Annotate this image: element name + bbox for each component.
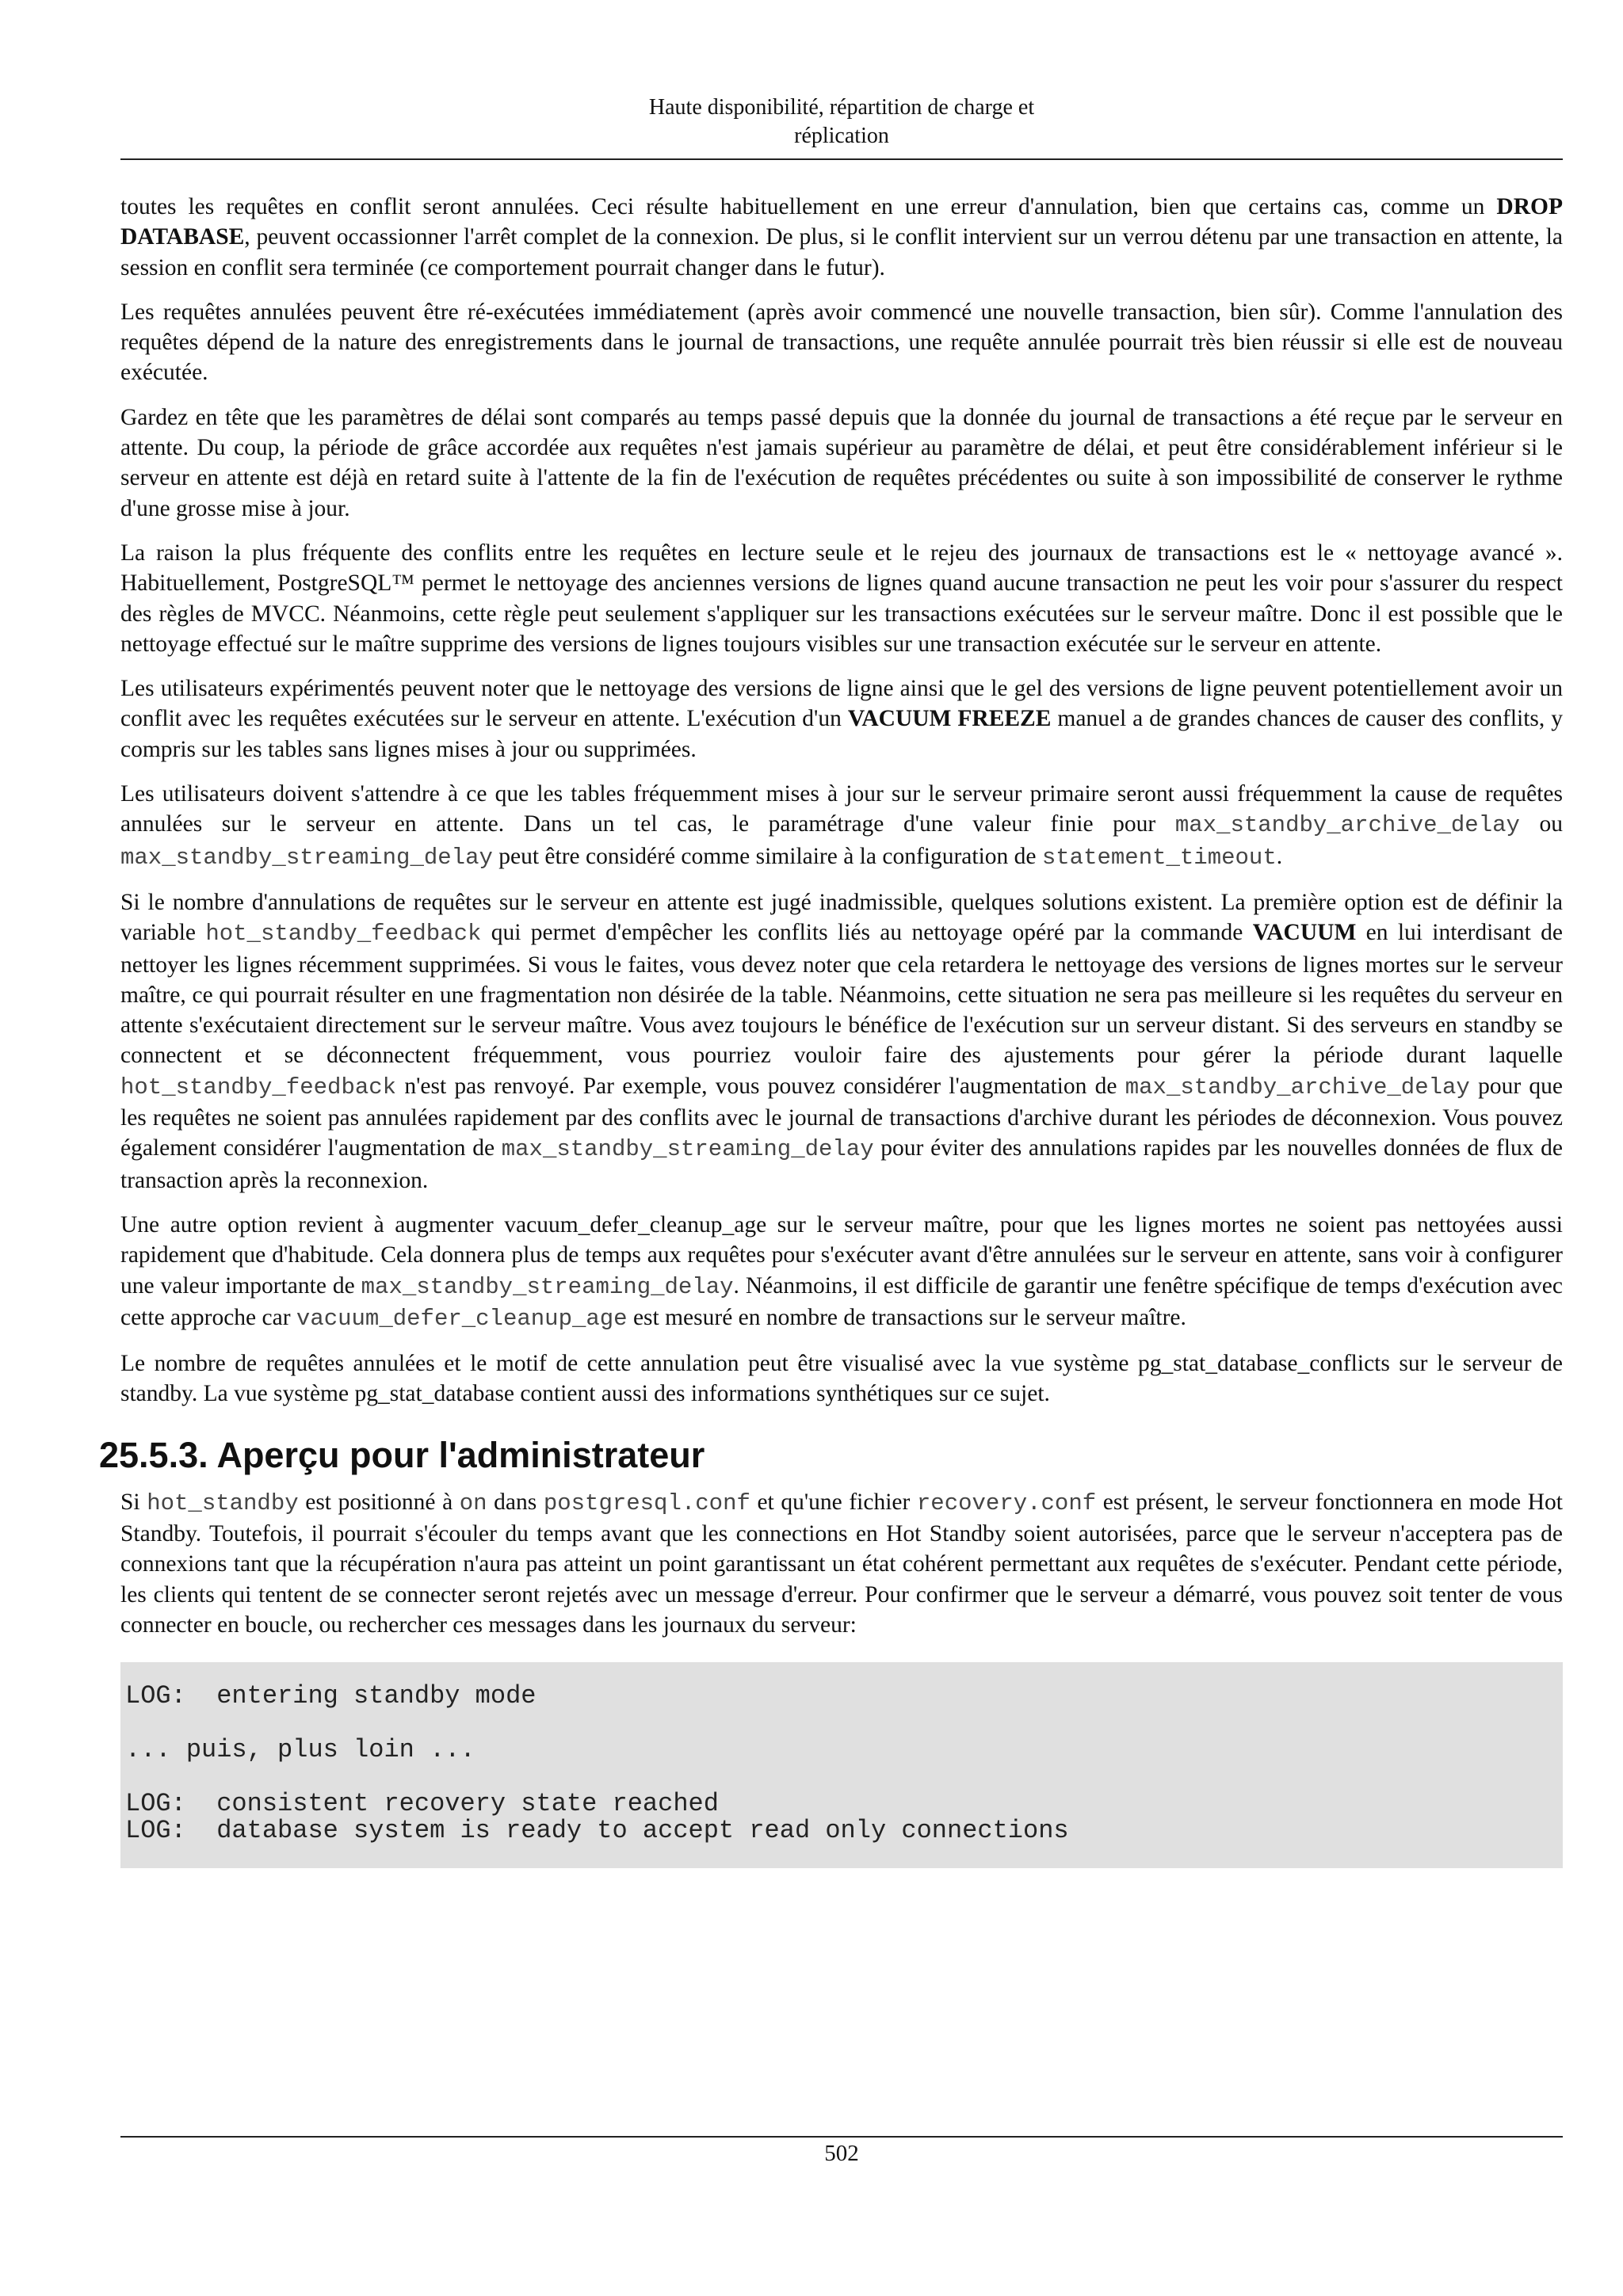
paragraph-2: Les requêtes annulées peuvent être ré-exécutées immédiatement (après avoir commencé une nouvelle transaction, bien sûr). Comme l'annulation des requêtes dépend de la nature des enregistrements dans le journal de transactions, une requête annulée pourrait très bien réussir si elle est de nouveau exécutée.	[120, 299, 1563, 386]
text: Les utilisateurs expérimentés peuvent noter que le nettoyage des versions de ligne ainsi que le gel des versions de ligne peuvent potentiellement avoir un conflit avec les requêtes exécutées sur le serveur en attente. L'exécution d'un	[120, 676, 1563, 732]
param-max-standby-archive-delay: max_standby_archive_delay	[1174, 812, 1520, 839]
text: qui permet d'empêcher les conflits liés au nettoyage opéré par la commande	[481, 920, 1253, 946]
paragraph-9: Le nombre de requêtes annulées et le motif de cette annulation peut être visualisé avec la vue système pg_stat_database_conflicts sur le serveur de standby. La vue système pg_stat_database contient aussi des informations synthétiques sur ce sujet.	[120, 1351, 1563, 1407]
text: Si	[120, 1489, 147, 1515]
paragraph-10	[120, 1487, 1563, 1640]
command-vacuum: VACUUM	[1252, 920, 1357, 946]
text: et qu'une fichier	[750, 1489, 917, 1515]
page-number: 502	[824, 2141, 859, 2166]
param-max-standby-streaming-delay: max_standby_streaming_delay	[120, 844, 493, 871]
command-drop-database: DROP DATABASE	[120, 194, 1563, 250]
paragraph-8	[120, 1210, 1563, 1334]
param-max-standby-streaming-delay: max_standby_streaming_delay	[501, 1136, 874, 1163]
value-on: on	[459, 1489, 487, 1516]
section-heading: 25.5.3. Aperçu pour l'administrateur	[99, 1434, 705, 1475]
paragraph-5	[120, 673, 1563, 765]
log-code-block	[120, 1662, 1563, 1868]
page-body	[99, 192, 1564, 1868]
paragraph-1	[120, 192, 1563, 283]
text: est présent, le serveur fonctionnera en mode Hot Standby. Toutefois, il pourrait s'écouler du temps avant que les connections en Hot Standby soient autorisées, parce que le serveur n'acceptera pas de connexions tant que la récupération n'aura pas atteint un point garantissant un état cohérent permettant aux requêtes de s'exécuter. Pendant cette période, les clients qui tentent de se connecter seront rejetés avec un message d'erreur. Pour confirmer que le serveur a démarré, vous pouvez soit tenter de vous connecter en boucle, ou rechercher ces messages dans les journaux du serveur:	[120, 1489, 1563, 1638]
text: Les utilisateurs doivent s'attendre à ce que les tables fréquemment mises à jour sur le serveur primaire seront aussi fréquemment la cause de requêtes annulées sur le serveur en attente. Dans un tel cas, le paramétrage d'une valeur finie pour	[120, 781, 1563, 837]
text: en lui interdisant de nettoyer les lignes récemment supprimées. Si vous le faites, vous devez noter que cela retardera le nettoyage des versions de lignes mortes sur le serveur maître, ce qui pourrait résulter en une fragmentation non désirée de la table. Néanmoins, cette situation ne sera pas meilleure si les requêtes du serveur en attente s'exécutaient directement sur le serveur maître. Vous avez toujours le bénéfice de l'exécution sur un serveur distant. Si des serveurs en standby se connectent et se déconnectent fréquemment, vous pourriez vouloir faire des ajustements pour gérer la période durant laquelle	[120, 920, 1564, 1069]
param-hot-standby: hot_standby	[147, 1489, 299, 1516]
text: pour éviter des annulations rapides par les nouvelles données de flux de transaction après la reconnexion.	[120, 1135, 1563, 1193]
header-line-1: Haute disponibilité, répartition de charge et	[648, 95, 1035, 120]
paragraph-3: Gardez en tête que les paramètres de délai sont comparés au temps passé depuis que la donnée du journal de transactions a été reçue par le serveur en attente. Du coup, la période de grâce accordée aux requêtes n'est jamais supérieur au paramètre de délai, et peut être considérablement inférieur si le serveur en attente est déjà en retard suite à l'attente de la fin de l'exécution de requêtes précédentes ou suite à son impossibilité de conserver le rythme d'une grosse mise à jour.	[120, 404, 1563, 521]
command-vacuum-freeze: VACUUM FREEZE	[847, 706, 1052, 732]
text: est positionné à	[298, 1489, 460, 1515]
param-hot-standby-feedback: hot_standby_feedback	[205, 921, 482, 948]
text: n'est pas renvoyé. Par exemple, vous pouvez considérer l'augmentation de	[396, 1073, 1125, 1099]
paragraph-4: La raison la plus fréquente des conflits entre les requêtes en lecture seule et le rejeu des journaux de transactions est le « nettoyage avancé ». Habituellement, PostgreSQL™ permet le nettoyage des anciennes versions de lignes quand aucune transaction ne peut les voir pour s'assurer du respect des règles de MVCC. Néanmoins, cette règle peut seulement s'appliquer sur les transactions exécutées sur le serveur maître. Donc il est possible que le nettoyage effectué sur le maître supprime des versions de lignes toujours visibles sur une transaction exécutée sur le serveur en attente.	[120, 540, 1563, 657]
running-header	[120, 93, 1563, 151]
footer-divider	[120, 2136, 1563, 2138]
paragraph-7	[120, 887, 1563, 1196]
text: pour que les requêtes ne soient pas annulées rapidement par des conflits avec le journal de transactions d'archive durant les périodes de déconnexion. Vous pouvez également considérer l'augmentation de	[120, 1073, 1564, 1161]
param-hot-standby-feedback: hot_standby_feedback	[120, 1074, 397, 1100]
code-line: LOG: database system is ready to accept read only connections	[125, 1816, 1069, 1846]
file-postgresql-conf: postgresql.conf	[543, 1489, 750, 1516]
code-line: LOG: entering standby mode	[125, 1681, 537, 1711]
text: est mesuré en nombre de transactions sur le serveur maître.	[627, 1304, 1186, 1330]
param-max-standby-streaming-delay: max_standby_streaming_delay	[361, 1273, 734, 1300]
code-line: LOG: consistent recovery state reached	[125, 1789, 719, 1819]
text: toutes les requêtes en conflit seront annulées. Ceci résulte habituellement en une erreur d'annulation, bien que certains cas, comme un	[120, 194, 1497, 219]
param-vacuum-defer-cleanup-age: vacuum_defer_cleanup_age	[296, 1305, 628, 1332]
text: , peuvent occassionner l'arrêt complet de la connexion. De plus, si le conflit intervient sur un verrou détenu par une transaction en attente, la session en conflit sera terminée (ce comportement pourrait changer dans le futur).	[120, 224, 1563, 280]
file-recovery-conf: recovery.conf	[916, 1489, 1097, 1516]
text: . Néanmoins, il est difficile de garantir une fenêtre spécifique de temps d'exécution avec cette approche car	[120, 1272, 1563, 1330]
text: ou	[1519, 811, 1564, 837]
header-divider	[120, 158, 1563, 160]
header-line-2: réplication	[794, 124, 889, 148]
text: Une autre option revient à augmenter vacuum_defer_cleanup_age sur le serveur maître, pour que les lignes mortes ne soient pas nettoyées aussi rapidement que d'habitude. Cela donnera plus de temps aux requêtes pour s'exécuter avant d'être annulées sur le serveur en attente, sans voir à configurer une valeur importante de	[120, 1211, 1563, 1299]
param-max-standby-archive-delay: max_standby_archive_delay	[1125, 1074, 1470, 1100]
param-statement-timeout: statement_timeout	[1041, 844, 1277, 871]
text: peut être considéré comme similaire à la configuration de	[492, 843, 1042, 869]
paragraph-6	[120, 779, 1563, 873]
text: dans	[487, 1489, 544, 1515]
text: Si le nombre d'annulations de requêtes sur le serveur en attente est jugé inadmissible, quelques solutions existent. La première option est de définir la variable	[120, 889, 1563, 946]
text: .	[1276, 843, 1283, 869]
text: manuel a de grandes chances de causer des conflits, y compris sur les tables sans lignes mises à jour ou supprimées.	[120, 706, 1563, 762]
code-line: ... puis, plus loin ...	[125, 1735, 475, 1765]
